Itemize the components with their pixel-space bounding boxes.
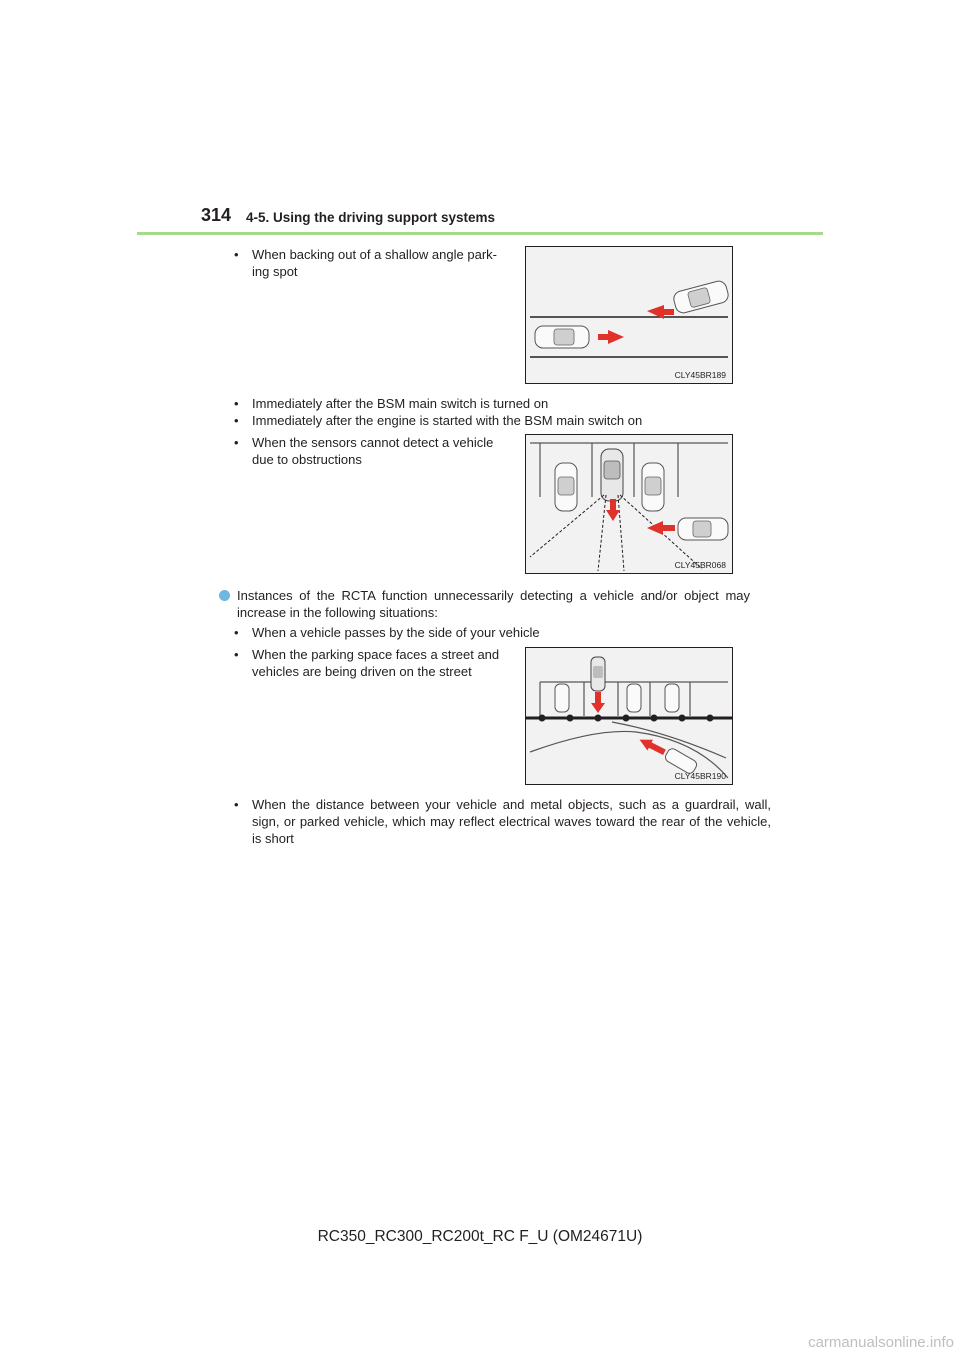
guardrail-post [651, 715, 658, 722]
car-icon [642, 463, 664, 511]
bullet-dot: • [234, 413, 239, 428]
guardrail-post [679, 715, 686, 722]
car-icon [591, 657, 605, 691]
bullet-text-line1: When the sensors cannot detect a vehicle [252, 435, 494, 450]
bullet-passes-side [232, 624, 772, 641]
bullet-dot: • [234, 625, 239, 640]
car-icon [672, 279, 730, 314]
bullet-text-line2: ing spot [252, 264, 298, 279]
figure-obstructions [525, 434, 733, 574]
figure-street-parking [525, 647, 733, 785]
arrow-down-icon [606, 499, 620, 521]
sensor-range-line [598, 495, 606, 571]
car-icon [678, 518, 728, 540]
bullet-street [232, 646, 532, 680]
arrow-right-icon [598, 330, 624, 344]
figure-shallow-angle-svg [526, 247, 732, 383]
page-number: 314 [201, 205, 232, 225]
bullet-dot: • [234, 797, 239, 812]
bullet-shallow-angle [232, 246, 532, 280]
bullet-text-line2: due to obstructions [252, 452, 362, 467]
arrow-down-icon [591, 692, 605, 713]
rcta-intro: Instances of the RCTA function unnecessarily detecting a vehicle and/or object may increase in the following situations: [237, 588, 750, 620]
watermark: carmanualsonline.info [808, 1334, 954, 1351]
bullet-text-line2: vehicles are being driven on the street [252, 664, 472, 679]
guardrail-post [707, 715, 714, 722]
bullet-text: Immediately after the BSM main switch is turned on [252, 396, 549, 411]
bullet-dot: • [234, 647, 239, 662]
bullet-text: When the distance between your vehicle and metal objects, such as a guardrail, wall, sign, or parked vehicle, which may reflect electrical waves toward the rear of the vehicle, is short [252, 797, 771, 846]
bullet-dot: • [234, 396, 239, 411]
figure-code: CLY45BR068 [674, 560, 726, 570]
bullet-text-line1: When the parking space faces a street and [252, 647, 500, 662]
bullet-text: Immediately after the engine is started with the BSM main switch on [252, 413, 643, 428]
bullet-engine-started [232, 412, 772, 429]
guardrail-post [623, 715, 630, 722]
bullet-obstructions [232, 434, 532, 468]
bullet-dot: • [234, 247, 239, 262]
guardrail-post [595, 715, 602, 722]
bullet-metal-objects [232, 796, 771, 847]
figure-code: CLY45BR189 [674, 370, 726, 380]
car-icon [555, 684, 569, 712]
car-icon [601, 449, 623, 501]
figure-shallow-angle-parking [525, 246, 733, 384]
car-icon [665, 684, 679, 712]
footer-model-code: RC350_RC300_RC200t_RC F_U (OM24671U) [317, 1228, 643, 1245]
figure-code: CLY45BR190 [674, 771, 726, 781]
header-rule [137, 232, 823, 235]
car-icon [555, 463, 577, 511]
bullet-text: When a vehicle passes by the side of your vehicle [252, 625, 540, 640]
sensor-range-line [618, 495, 624, 571]
section-title: 4-5. Using the driving support systems [246, 210, 496, 225]
bullet-dot: • [234, 435, 239, 450]
car-icon [627, 684, 641, 712]
guardrail-post [567, 715, 574, 722]
car-icon [535, 326, 589, 348]
figure-street-svg [526, 648, 732, 784]
figure-obstructions-svg [526, 435, 732, 573]
circle-bullet-icon [219, 590, 230, 601]
bullet-bsm-switch [232, 395, 772, 412]
guardrail-post [539, 715, 546, 722]
bullet-text-line1: When backing out of a shallow angle park- [252, 247, 497, 262]
